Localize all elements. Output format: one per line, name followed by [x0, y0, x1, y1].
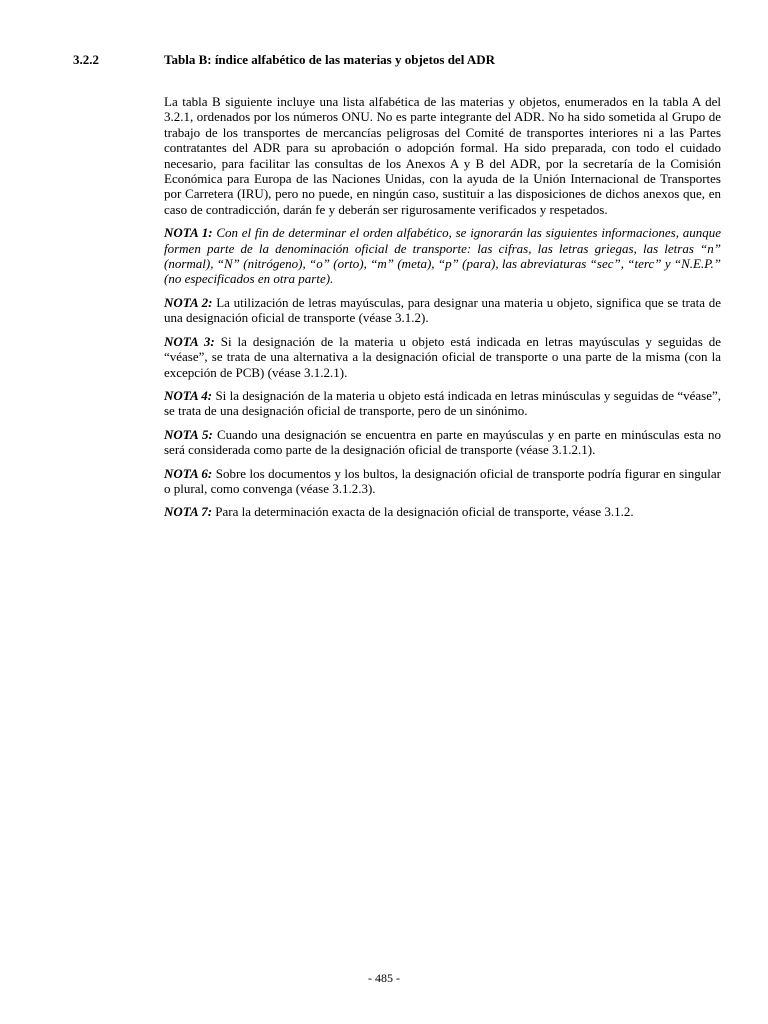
- note-4-label: NOTA 4:: [164, 387, 213, 403]
- note-6: [164, 466, 721, 497]
- note-7-label: NOTA 7:: [164, 504, 213, 520]
- note-5: [164, 427, 721, 458]
- note-1-text: Con el fin de determinar el orden alfabético, se ignorarán las siguientes informaciones, aunque formen parte de la denominación oficial de transporte: las cifras, las letras griegas, las letras “n” (normal), “N” (nitrógeno), “o” (orto), “m” (meta), “p” (para), las abreviaturas “sec”, “terc” y “N.E.P.” (no especificados en otra parte).: [164, 225, 721, 287]
- note-5-label: NOTA 5:: [164, 426, 213, 442]
- intro-paragraph: La tabla B siguiente incluye una lista alfabética de las materias y objetos, enumerados en la tabla A del 3.2.1, ordenados por los números ONU. No es parte integrante del ADR. No ha sido sometida al Grupo de trabajo de los transportes de mercancías peligrosas del Comité de transportes interiores ni a las Partes contratantes del ADR para su aprobación o adopción formal. Ha sido preparada, con todo el cuidado necesario, para facilitar las consultas de los Anexos A y B del ADR, por la secretaría de la Comisión Económica para Europa de las Naciones Unidas, con la ayuda de la Unión Internacional de Transportes por Carretera (IRU), pero no puede, en ningún caso, sustituir a las disposiciones de dichos anexos que, en caso de contradicción, darán fe y deberán ser rigurosamente verificados y respetados.: [164, 94, 721, 217]
- section-title: Tabla B: índice alfabético de las materias y objetos del ADR: [164, 52, 496, 67]
- note-4-text: Si la designación de la materia u objeto está indicada en letras minúsculas y seguidas de “véase”, se trata de una designación oficial de transporte, pero de un sinónimo.: [164, 387, 721, 419]
- note-3-text: Si la designación de la materia u objeto está indicada en letras mayúsculas y seguidas de “véase”, se trata de una alternativa a la designación oficial de transporte o una parte de la misma (con la excepción de PCB) (véase 3.1.2.1).: [164, 333, 721, 380]
- note-1: [164, 225, 721, 287]
- note-6-label: NOTA 6:: [164, 465, 213, 481]
- note-4: [164, 388, 721, 419]
- note-3-label: NOTA 3:: [164, 333, 215, 349]
- note-6-text: Sobre los documentos y los bultos, la designación oficial de transporte podría figurar en singular o plural, como convenga (véase 3.1.2.3).: [164, 465, 721, 496]
- page-number: - 485 -: [368, 971, 400, 985]
- note-2: [164, 295, 721, 326]
- note-2-text: La utilización de letras mayúsculas, para designar una materia u objeto, significa que se trata de una designación oficial de transporte (véase 3.1.2).: [164, 294, 721, 326]
- note-3: [164, 334, 721, 380]
- note-7-text: Para la determinación exacta de la designación oficial de transporte, véase 3.1.2.: [215, 504, 634, 520]
- note-5-text: Cuando una designación se encuentra en parte en mayúsculas y en parte en minúsculas esta no será considerada como parte de la designación oficial de transporte (véase 3.1.2.1).: [164, 426, 721, 458]
- note-1-label: NOTA 1:: [164, 225, 213, 241]
- note-7: [164, 504, 721, 519]
- note-2-label: NOTA 2:: [164, 294, 213, 310]
- document-body: [164, 94, 721, 528]
- section-number: 3.2.2: [73, 52, 99, 67]
